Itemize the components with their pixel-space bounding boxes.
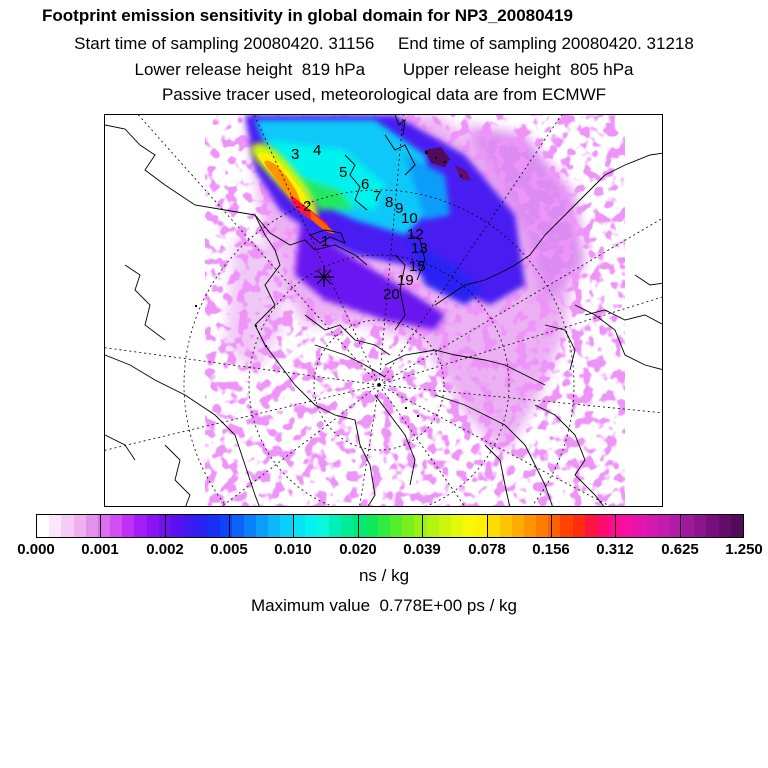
colorbar-tick [229,514,230,538]
colorbar-tick-label: 0.020 [339,541,377,558]
colorbar-swatch [524,515,536,537]
colorbar-swatch [414,515,426,537]
colorbar-swatch [353,515,365,537]
colorbar-swatch [633,515,645,537]
trajectory-label: 7 [373,188,382,205]
colorbar-swatch [560,515,572,537]
colorbar-swatch [195,515,207,537]
colorbar-swatch [719,515,731,537]
trajectory-label: 20 [383,286,400,303]
trajectory-label: 3 [291,146,300,163]
colorbar-swatch [232,515,244,537]
trajectory-label: 6 [361,176,370,193]
colorbar-tick-label: 0.005 [210,541,248,558]
trajectory-label: 4 [313,142,322,159]
colorbar-tick-label: 1.250 [725,541,763,558]
colorbar-swatch [597,515,609,537]
colorbar-swatch [487,515,499,537]
colorbar-swatch [86,515,98,537]
colorbar-swatch [621,515,633,537]
trajectory-label: 9 [395,200,404,217]
colorbar-swatch [682,515,694,537]
colorbar-swatch [37,515,49,537]
colorbar-swatch [694,515,706,537]
colorbar-swatch [658,515,670,537]
colorbar-swatch [74,515,86,537]
trajectory-label: 2 [303,198,312,215]
colorbar-unit: ns / kg [358,566,410,585]
colorbar-swatch [244,515,256,537]
colorbar-swatch [147,515,159,537]
colorbar-tick-label: 0.625 [661,541,699,558]
colorbar-tick-label: 0.002 [146,541,184,558]
trajectory-label: 8 [385,194,394,211]
trajectory-label: 5 [339,164,348,181]
colorbar-swatch [183,515,195,537]
trajectory-label: 13 [411,240,428,257]
colorbar-swatch [256,515,268,537]
colorbar-swatch [390,515,402,537]
colorbar-swatch [280,515,292,537]
colorbar-swatch [378,515,390,537]
plot-title: Footprint emission sensitivity in global domain for NP3_20080419 [42,6,573,25]
release-site-marker [314,267,334,287]
colorbar-tick-label: 0.010 [274,541,312,558]
trajectory-label: 19 [397,272,414,289]
colorbar-swatch [293,515,305,537]
colorbar-swatch [49,515,61,537]
colorbar-swatch [475,515,487,537]
tracer-info: Passive tracer used, meteorological data are from ECMWF [161,85,607,104]
colorbar-tick [422,514,423,538]
colorbar-swatch [500,515,512,537]
colorbar-swatch [536,515,548,537]
colorbar-tick [293,514,294,538]
colorbar-tick-label: 0.312 [596,541,634,558]
colorbar-swatch [171,515,183,537]
colorbar-tick [358,514,359,538]
colorbar-swatch [427,515,439,537]
trajectory-label: 1 [321,233,330,250]
colorbar-swatch [268,515,280,537]
colorbar-swatch [512,515,524,537]
colorbar-tick-label: 0.039 [403,541,441,558]
sensitivity-map [105,115,663,507]
colorbar-swatch [134,515,146,537]
colorbar-swatch [110,515,122,537]
colorbar-swatch [317,515,329,537]
colorbar-tick-label: 0.078 [468,541,506,558]
maximum-value: Maximum value 0.778E+00 ps / kg [251,596,517,615]
colorbar-swatch [706,515,718,537]
colorbar-swatch [207,515,219,537]
colorbar-tick-label: 0.000 [17,541,55,558]
colorbar-swatch [122,515,134,537]
colorbar-swatch [646,515,658,537]
colorbar-swatch [305,515,317,537]
colorbar-swatch [585,515,597,537]
colorbar [36,514,744,538]
colorbar-swatch [341,515,353,537]
colorbar-tick-label: 0.156 [532,541,570,558]
colorbar-swatch [366,515,378,537]
colorbar-tick [100,514,101,538]
colorbar-tick-label: 0.001 [81,541,119,558]
colorbar-swatch [731,515,743,537]
sampling-times: Start time of sampling 20080420. 31156 End time of sampling 20080420. 31218 [74,34,694,53]
colorbar-swatch [329,515,341,537]
colorbar-tick [615,514,616,538]
colorbar-swatch [61,515,73,537]
colorbar-swatch [451,515,463,537]
release-heights: Lower release height 819 hPa Upper release height 805 hPa [134,60,634,79]
colorbar-tick [165,514,166,538]
colorbar-swatch [573,515,585,537]
colorbar-tick [680,514,681,538]
colorbar-swatch [463,515,475,537]
colorbar-swatch [439,515,451,537]
colorbar-tick [487,514,488,538]
trajectory-label: 12 [407,226,424,243]
map-panel [104,114,663,507]
trajectory-label: 10 [401,210,418,227]
colorbar-swatch [402,515,414,537]
colorbar-tick [551,514,552,538]
trajectory-label: 15 [409,258,426,275]
